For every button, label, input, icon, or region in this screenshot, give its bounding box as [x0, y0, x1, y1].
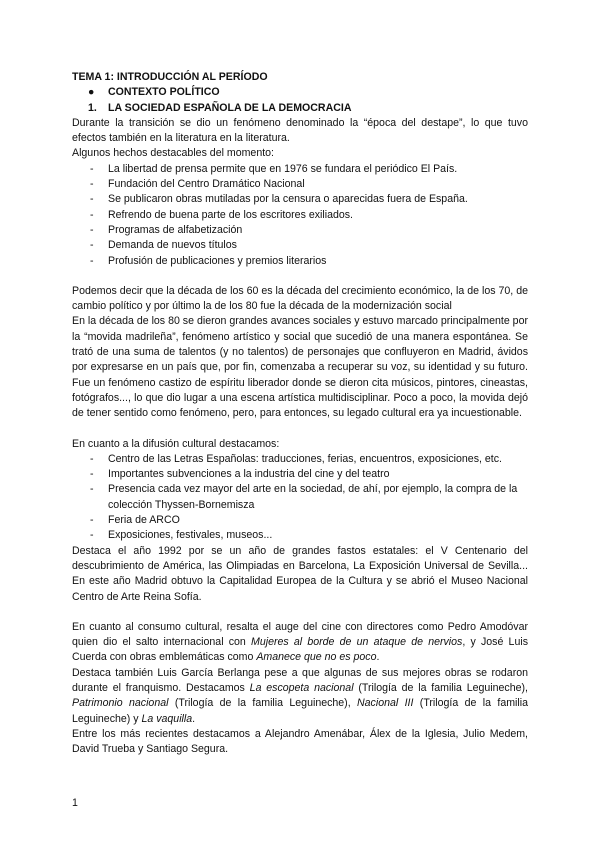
- dash-marker: -: [90, 514, 94, 527]
- list-item-text: Feria de ARCO: [108, 514, 180, 527]
- bullet-marker: ●: [88, 86, 95, 99]
- dash-marker: -: [90, 529, 94, 542]
- hechos-list: [72, 162, 528, 269]
- paragraph-berlanga: [72, 666, 528, 727]
- paragraph-movida: En la década de los 80 se dieron grandes avances sociales y estuvo marcado principalmente por la “movida madrileña”, fenómeno artístico y social que sucedió de una manera espontánea. Se trató de una suma de talentos (y no talentos) de personajes que confluyeron en Madrid, ávidos por expresarse en un país que, por fin, comenzaba a recuperar su voz, su identidad y su futuro. Fue un fenómeno castizo de espíritu liberador donde se dieron cita músicos, pintores, cineastas, fotógrafos..., lo que dio lugar a una escena artística multidisciplinar. Poco a poco, la movida dejó de tener sentido como fenómeno, pero, para entonces, su legado cultural era ya incuestionable.: [72, 315, 528, 420]
- number-marker: 1.: [88, 101, 97, 114]
- paragraph-decadas: Podemos decir que la década de los 60 es la década del crecimiento económico, la de los 70, de cambio político y por último la de los 80 fue la década de la modernización social: [72, 284, 528, 313]
- paragraph-1992: Destaca el año 1992 por se un año de grandes fastos estatales: el V Centenario del descubrimiento de América, las Olimpiadas en Barcelona, La Exposición Universal de Sevilla... En este año Madrid obtuvo la Capitalidad Europea de la Cultura y se abrió el Museo Nacional Centro de Arte Reina Sofía.: [72, 544, 528, 603]
- heading-contexto-politico: [72, 85, 528, 100]
- list-item: [72, 254, 528, 269]
- film-title: Amanece que no es poco: [256, 651, 377, 664]
- list-item-text: Exposiciones, festivales, museos...: [108, 529, 273, 542]
- heading-text: LA SOCIEDAD ESPAÑOLA DE LA DEMOCRACIA: [108, 101, 352, 114]
- paragraph-difusion-intro: En cuanto a la difusión cultural destacamos:: [72, 437, 280, 450]
- list-item-text: Profusión de publicaciones y premios literarios: [108, 254, 327, 267]
- list-item: [72, 467, 528, 482]
- section-headings: [72, 85, 528, 116]
- film-title: Nacional III: [357, 697, 414, 710]
- text-run: (Trilogía de la familia Leguineche) y: [72, 697, 528, 725]
- dash-marker: -: [90, 162, 94, 175]
- page-title: TEMA 1: INTRODUCCIÓN AL PERÍODO: [72, 71, 268, 83]
- spacer: [72, 422, 528, 437]
- heading-sociedad-espanola: [72, 101, 528, 116]
- text-run: .: [376, 651, 380, 664]
- paragraph-recientes: Entre los más recientes destacamos a Alejandro Amenábar, Álex de la Iglesia, Julio Medem, David Trueba y Santiago Segura.: [72, 727, 528, 756]
- list-item-text: La libertad de prensa permite que en 1976 se fundara el periódico El País.: [108, 162, 458, 175]
- film-title: Patrimonio nacional: [72, 697, 169, 710]
- dash-marker: -: [90, 223, 94, 236]
- list-item-text: Centro de las Letras Españolas: traducciones, ferias, encuentros, exposiciones, etc.: [108, 452, 502, 465]
- list-item: [72, 192, 528, 207]
- text-run: Destaca también Luis García Berlanga pese a que algunas de sus mejores obras se rodaron durante el franquismo. Destacamos: [72, 666, 528, 694]
- list-item: [72, 223, 528, 238]
- list-item-text: Fundación del Centro Dramático Nacional: [108, 178, 305, 191]
- dash-marker: -: [90, 483, 94, 496]
- list-item-text: Presencia cada vez mayor del arte en la sociedad, de ahí, por ejemplo, la compra de la colección Thyssen-Bornemisza: [108, 483, 518, 511]
- dash-marker: -: [90, 452, 94, 465]
- text-run: .: [192, 712, 196, 725]
- dash-marker: -: [90, 208, 94, 221]
- paragraph-consumo-cultural: [72, 620, 528, 666]
- list-item: [72, 177, 528, 192]
- dash-marker: -: [90, 239, 94, 252]
- dash-marker: -: [90, 468, 94, 481]
- spacer: [72, 605, 528, 620]
- list-item: [72, 162, 528, 177]
- film-title: Mujeres al borde de un ataque de nervios: [251, 636, 463, 649]
- list-item: [72, 482, 528, 513]
- list-item: [72, 513, 528, 528]
- list-item-text: Se publicaron obras mutiladas por la censura o aparecidas fuera de España.: [108, 193, 468, 206]
- list-item-text: Demanda de nuevos títulos: [108, 239, 237, 252]
- list-item-text: Refrendo de buena parte de los escritores exiliados.: [108, 208, 353, 221]
- film-title: La escopeta nacional: [249, 681, 354, 694]
- list-item-text: Programas de alfabetización: [108, 223, 243, 236]
- film-title: La vaquilla: [141, 712, 193, 725]
- list-item: [72, 238, 528, 253]
- list-item: [72, 528, 528, 543]
- list-item-text: Importantes subvenciones a la industria del cine y del teatro: [108, 468, 390, 481]
- text-run: (Trilogía de la familia Leguineche),: [168, 697, 358, 710]
- dash-marker: -: [90, 193, 94, 206]
- list-item: [72, 208, 528, 223]
- page-number: 1: [72, 797, 78, 809]
- text-run: , y José Luis Cuerda con obras emblemáticas como: [72, 636, 528, 664]
- dash-marker: -: [90, 254, 94, 267]
- dash-marker: -: [90, 178, 94, 191]
- text-run: (Trilogía de la familia Leguineche),: [353, 681, 528, 694]
- list-item: [72, 452, 528, 467]
- heading-text: CONTEXTO POLÍTICO: [108, 86, 220, 99]
- paragraph-destape: Durante la transición se dio un fenómeno denominado la “época del destape”, lo que tuvo efectos también en la literatura en la literatura.: [72, 116, 528, 145]
- paragraph-hechos-intro: Algunos hechos destacables del momento:: [72, 147, 274, 160]
- spacer: [72, 269, 528, 284]
- text-run: En cuanto al consumo cultural, resalta el auge del cine con directores como Pedro Amodóvar quien dio el salto internacional con: [72, 620, 528, 649]
- difusion-list: [72, 452, 528, 544]
